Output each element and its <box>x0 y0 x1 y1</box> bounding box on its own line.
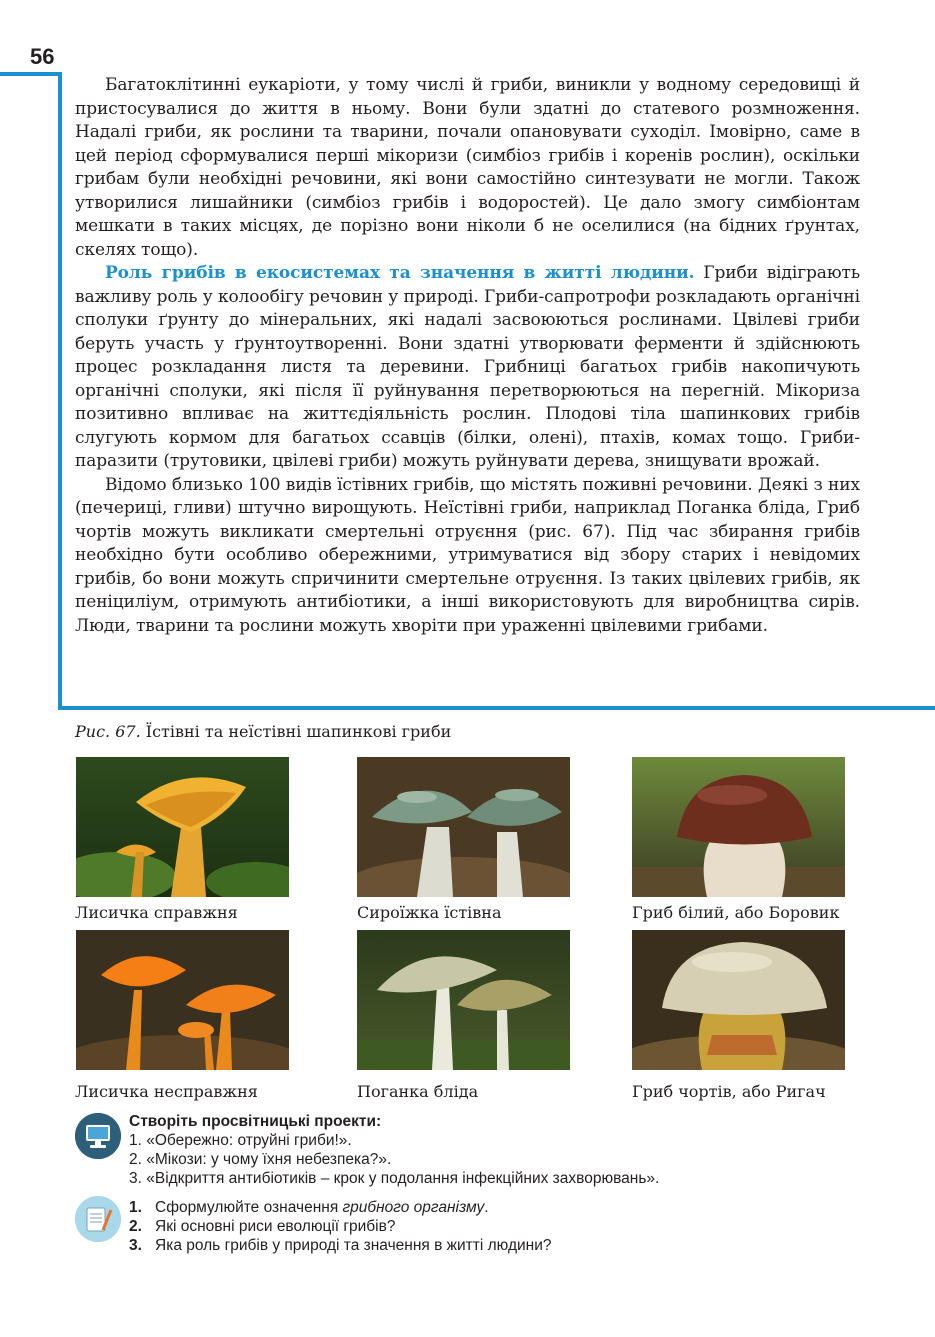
figure-caption-text: Їстівні та неїстівні шапинкові гриби <box>140 722 452 741</box>
question-1-end: . <box>484 1199 489 1216</box>
frame-left-border <box>58 72 62 710</box>
question-3-text: Яка роль грибів у природі та значення в житті людини? <box>155 1237 552 1254</box>
question-2-number: 2. <box>129 1218 142 1235</box>
satan-bolete-image <box>632 930 845 1070</box>
russula-image <box>357 757 570 897</box>
photo-false-chanterelle <box>76 930 289 1070</box>
projects-block <box>129 1112 659 1188</box>
question-1-number: 1. <box>129 1199 142 1216</box>
question-1 <box>129 1198 551 1217</box>
questions-block <box>129 1198 551 1255</box>
section-heading: Роль грибів в екосистемах та значення в житті людини. <box>105 263 695 283</box>
project-item-2: 2. «Мікози: у чому їхня небезпека?». <box>129 1151 392 1168</box>
photo-chanterelle <box>76 757 289 897</box>
photo-label-porcini: Гриб білий, або Боровик <box>632 903 840 922</box>
porcini-image <box>632 757 845 897</box>
frame-bottom-border <box>58 706 935 710</box>
question-2 <box>129 1217 551 1236</box>
frame-top-border <box>0 72 62 76</box>
chanterelle-image <box>76 757 289 897</box>
paragraph-2-body: Гриби відіграють важливу роль у колообігу речовин у природі. Гриби-сапротрофи розкладають органічні сполуки ґрунту до мінеральних, які надалі засвоюються рослинами. Цвілеві гриби беруть участь у ґрунтоутворенні. Вони здатні утворювати ферменти й здійснюють процес розкладання листя та деревини. Грибниці багатьох грибів накопичують органічні сполуки, які після її руйнування перетворюються на перегній. Мікориза позитивно впливає на життєдіяльність рослин. Плодові тіла шапинкових грибів слугують кормом для багатьох ссавців (білки, олені), птахів, комах тощо. Гриби-паразити (трутовики, цвілеві гриби) можуть руйнувати дерева, знищувати врожай. <box>75 263 860 471</box>
photo-label-false-chanterelle: Лисичка несправжня <box>75 1082 258 1101</box>
question-1-term: грибного організму <box>342 1199 485 1216</box>
projects-title: Створіть просвітницькі проекти: <box>129 1113 382 1130</box>
photo-label-satan-bolete: Гриб чортів, або Ригач <box>632 1082 826 1101</box>
photo-label-death-cap: Поганка бліда <box>357 1082 479 1101</box>
paragraph-2 <box>75 262 860 474</box>
false-chanterelle-image <box>76 930 289 1070</box>
paragraph-1: Багатоклітинні еукаріоти, у тому числі й гриби, виникли у водному середовищі й пристосувалися до життя в ньому. Вони були здатні до статевого розмноження. Надалі гриби, як рослини та тварини, почали опановувати суходіл. Імовірно, саме в цей період сформувалися перші мікоризи (симбіоз грибів і коренів рослин), оскільки грибам були необхідні речовини, які вони самостійно синтезувати не могли. Також утворилися лишайники (симбіоз грибів і водоростей). Це дало змогу симбіонтам мешкати в таких місцях, де порізно вони ніколи б не оселилися (на бідних ґрунтах, скелях тощо). <box>75 75 860 260</box>
figure-ref: Рис. 67. <box>75 722 141 741</box>
photo-satan-bolete <box>632 930 845 1070</box>
photo-russula <box>357 757 570 897</box>
question-3 <box>129 1236 551 1255</box>
computer-icon <box>75 1113 121 1159</box>
photo-death-cap <box>357 930 570 1070</box>
question-1-text: Сформулюйте означення <box>155 1199 343 1216</box>
question-3-number: 3. <box>129 1237 142 1254</box>
project-item-3: 3. «Відкриття антибіотиків – крок у подолання інфекційних захворювань». <box>129 1170 660 1187</box>
notebook-pencil-icon <box>75 1196 121 1242</box>
photo-porcini <box>632 757 845 897</box>
photo-label-chanterelle: Лисичка справжня <box>75 903 238 922</box>
page-number: 56 <box>30 44 55 69</box>
project-item-1: 1. «Обережно: отруйні гриби!». <box>129 1132 352 1149</box>
figure-caption <box>75 722 451 741</box>
photo-label-russula: Сироїжка їстівна <box>357 903 502 922</box>
death-cap-image <box>357 930 570 1070</box>
paragraph-3: Відомо близько 100 видів їстівних грибів, що містять поживні речовини. Деякі з них (печериці, гливи) штучно вирощують. Неїстівні гриби, наприклад Поганка бліда, Гриб чортів можуть викликати смертельні отруєння (рис. 67). Під час збирання грибів необхідно бути особливо обережними, утримуватися від збору старих і невідомих грибів, бо вони можуть спричинити смертельне отруєння. Із таких цвілевих грибів, як пеніциліум, отримують антибіотики, а інші використовують для виробництва сирів. Люди, тварини та рослини можуть хворіти при ураженні цвілевими грибами. <box>75 474 860 636</box>
question-2-text: Які основні риси еволюції грибів? <box>155 1218 396 1235</box>
main-text <box>75 74 860 638</box>
